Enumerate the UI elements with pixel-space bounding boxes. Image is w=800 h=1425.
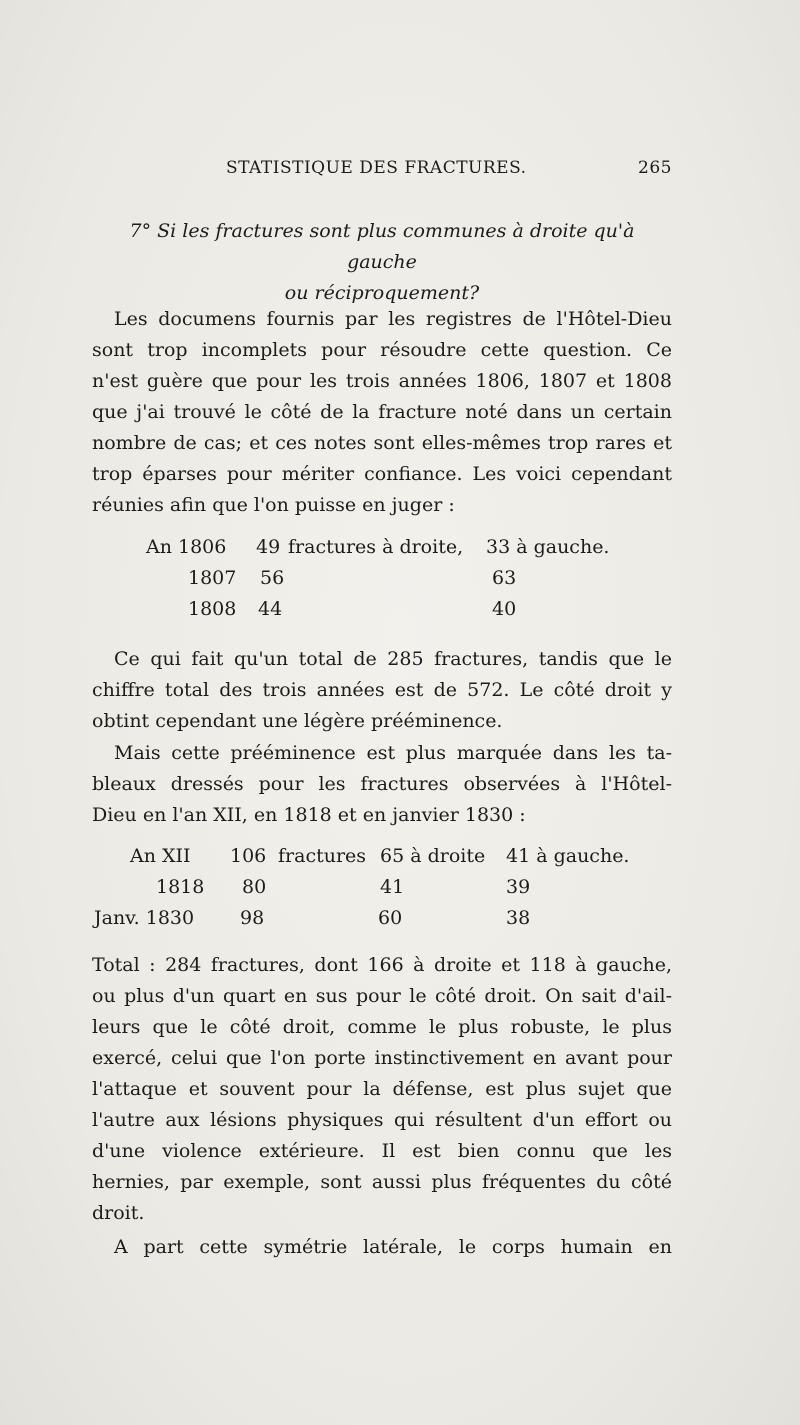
text-line: droit.	[92, 1202, 145, 1224]
question-line-2: ou réciproquement?	[284, 282, 480, 304]
paragraph-4	[92, 950, 672, 1229]
paragraph-2	[92, 644, 672, 737]
total-cell: 106	[230, 845, 267, 867]
text-line: Total : 284 fractures, dont 166 à droite et 118 à gauche,	[92, 954, 672, 976]
text-line: réunies afin que l'on puisse en juger :	[92, 494, 455, 516]
text-line: A part cette symétrie latérale, le corps humain en	[114, 1236, 672, 1258]
paragraph-3	[92, 738, 672, 831]
text-line: nombre de cas; et ces notes sont elles-mêmes trop rares et	[92, 432, 672, 454]
text-line: chiffre total des trois années est de 572. Le côté droit y	[92, 679, 672, 701]
text-line: bleaux dressés pour les fractures observées à l'Hôtel-	[92, 773, 672, 795]
year-cell: An 1806	[146, 536, 227, 558]
text-line: Dieu en l'an XII, en 1818 et en janvier 1830 :	[92, 804, 526, 826]
total-cell: 49	[256, 536, 281, 558]
text-line: Ce qui fait qu'un total de 285 fractures, tandis que le	[114, 648, 672, 670]
text-line: ou plus d'un quart en sus pour le côté droit. On sait d'ail-	[92, 985, 672, 1007]
paragraph-5	[92, 1232, 672, 1263]
year-cell: An XII	[130, 845, 191, 867]
text-line: leurs que le côté droit, comme le plus robuste, le plus	[92, 1016, 672, 1038]
total-cell: 98	[240, 907, 265, 929]
paragraph-1	[92, 304, 672, 521]
year-cell: 1818	[156, 876, 205, 898]
text-line: exercé, celui que l'on porte instinctivement en avant pour	[92, 1047, 672, 1069]
question-line-1: 7° Si les fractures sont plus communes à droite qu'à gauche	[129, 220, 635, 273]
table-anxii-1830	[0, 841, 800, 936]
page-header	[92, 158, 672, 184]
section-question	[92, 216, 672, 309]
text-line: sont trop incomplets pour résoudre cette question. Ce	[92, 339, 672, 361]
right-cell: 41	[380, 876, 405, 898]
right-cell: 60	[378, 907, 403, 929]
running-title: STATISTIQUE DES FRACTURES.	[226, 158, 527, 178]
text-line: Mais cette prééminence est plus marquée dans les ta-	[114, 742, 672, 764]
table-1806-1808	[0, 532, 800, 627]
text-line: que j'ai trouvé le côté de la fracture noté dans un certain	[92, 401, 672, 423]
year-cell: 1807	[188, 567, 237, 589]
left-cell: 40	[492, 598, 517, 620]
label-cell: fractures à droite,	[288, 536, 464, 558]
left-cell: 38	[506, 907, 531, 929]
text-line: l'autre aux lésions physiques qui résultent d'un effort ou	[92, 1109, 672, 1131]
right-cell: 65 à droite	[380, 845, 486, 867]
year-cell: 1808	[188, 598, 237, 620]
label-cell: fractures	[278, 845, 367, 867]
total-cell: 56	[260, 567, 285, 589]
text-line: l'attaque et souvent pour la défense, est plus sujet que	[92, 1078, 672, 1100]
left-cell: 41 à gauche.	[506, 845, 630, 867]
left-cell: 63	[492, 567, 517, 589]
total-cell: 80	[242, 876, 267, 898]
page-number: 265	[638, 158, 672, 178]
text-line: Les documens fournis par les registres de l'Hôtel-Dieu	[114, 308, 672, 330]
text-line: d'une violence extérieure. Il est bien connu que les	[92, 1140, 672, 1162]
text-line: n'est guère que pour les trois années 1806, 1807 et 1808	[92, 370, 672, 392]
text-line: trop éparses pour mériter confiance. Les voici cependant	[92, 463, 672, 485]
left-cell: 39	[506, 876, 531, 898]
left-cell: 33 à gauche.	[486, 536, 610, 558]
year-cell: Janv. 1830	[94, 907, 195, 929]
text-line: obtint cependant une légère prééminence.	[92, 710, 503, 732]
total-cell: 44	[258, 598, 283, 620]
text-line: hernies, par exemple, sont aussi plus fréquentes du côté	[92, 1171, 672, 1193]
